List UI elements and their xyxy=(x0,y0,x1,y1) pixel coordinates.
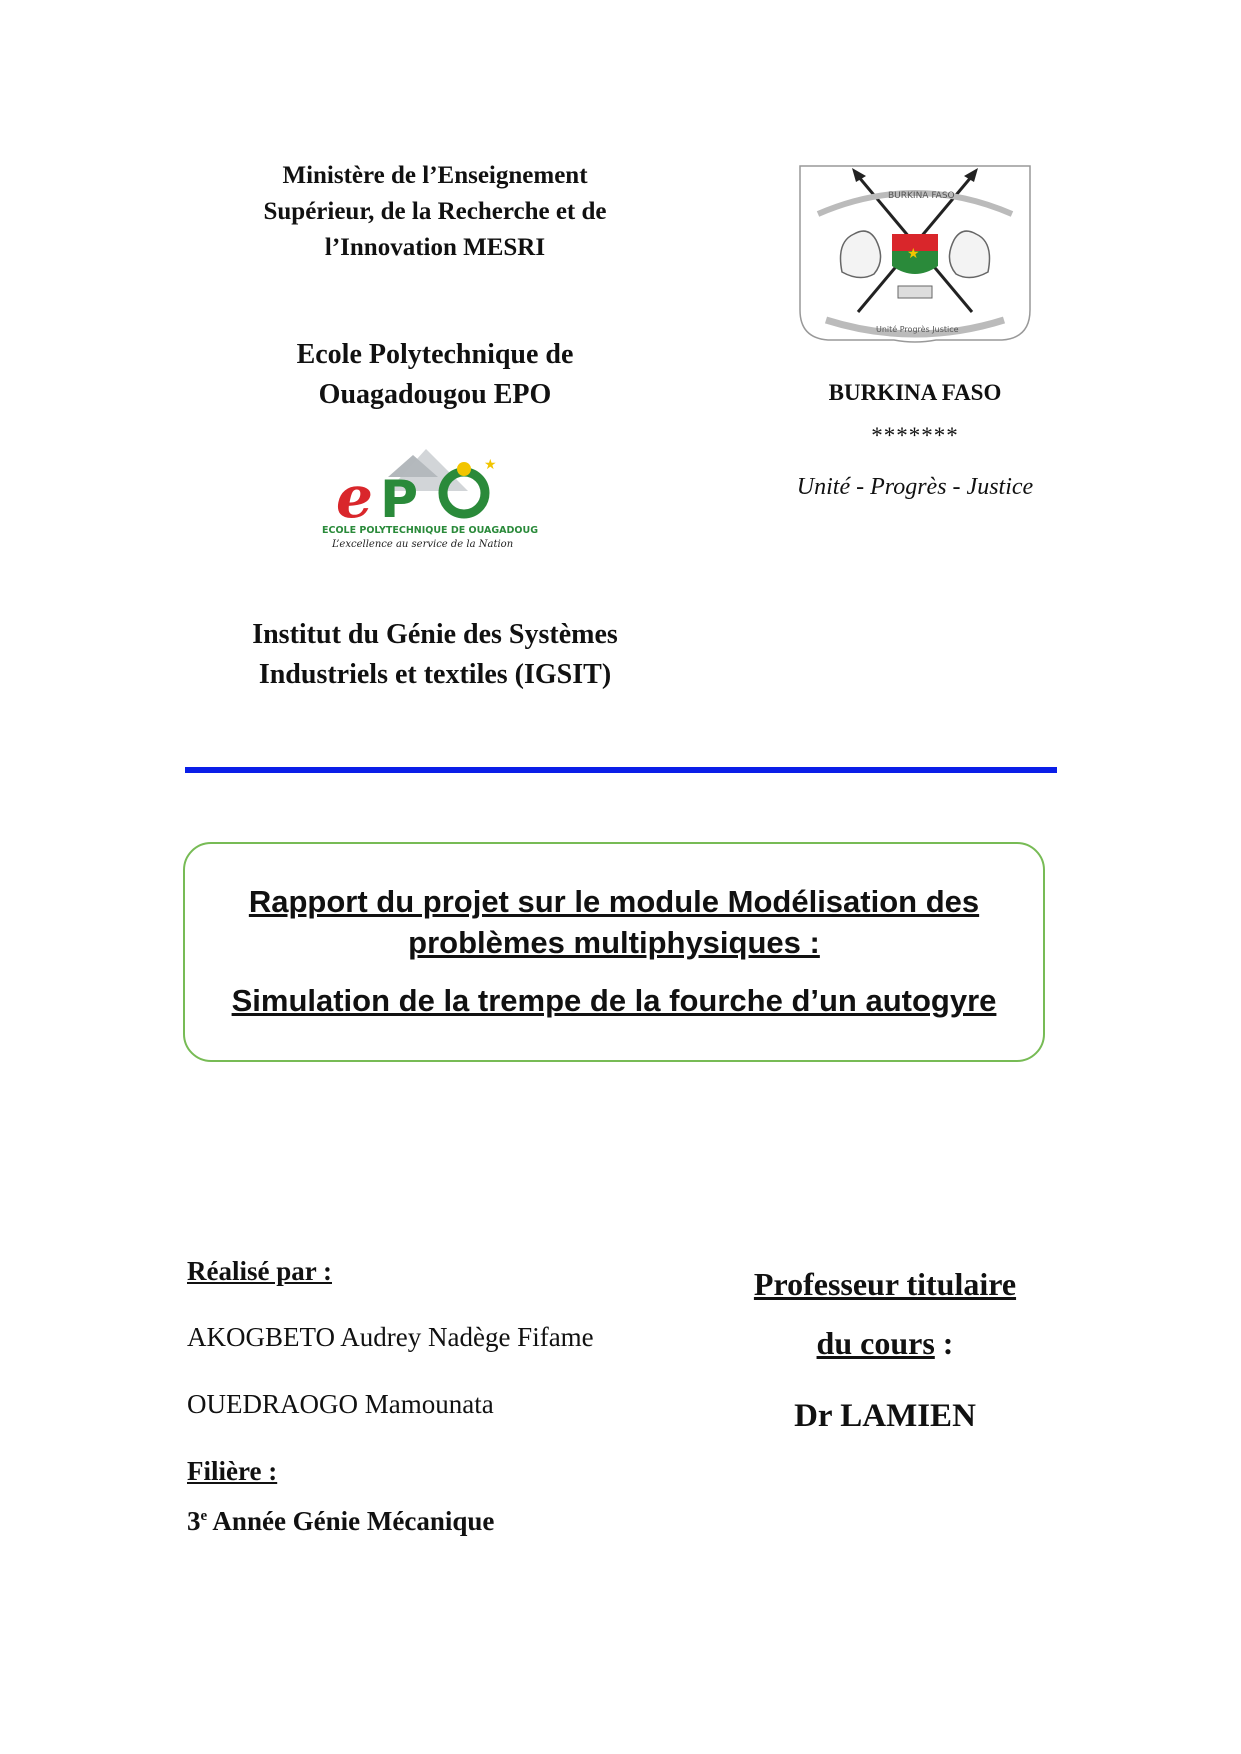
report-title-line: Rapport du projet sur le module Modélisation des xyxy=(248,884,980,919)
epo-logo xyxy=(318,447,538,557)
filiere-label: Filière : xyxy=(187,1456,278,1486)
professor-label-line1: Professeur titulaire xyxy=(753,1266,1017,1302)
school-name xyxy=(215,335,655,415)
stars-divider: ******* xyxy=(871,423,959,448)
svg-text:★: ★ xyxy=(484,458,497,473)
school-line: Ecole Polytechnique de xyxy=(296,339,574,370)
coat-banner-top: BURKINA FASO xyxy=(888,191,955,201)
level-number: 3 xyxy=(187,1506,201,1536)
epo-logo-icon xyxy=(318,447,538,557)
ministry-line: l’Innovation MESRI xyxy=(324,234,546,261)
ministry-line: Supérieur, de la Recherche et de xyxy=(263,198,607,225)
institute-line: Industriels et textiles (IGSIT) xyxy=(258,659,612,690)
logo-caption: ECOLE POLYTECHNIQUE DE OUAGADOUGOU xyxy=(322,525,538,536)
ministry-line: Ministère de l’Enseignement xyxy=(282,162,588,189)
coat-banner-bottom: Unité Progrès Justice xyxy=(876,325,959,334)
svg-text:★: ★ xyxy=(907,247,920,262)
professor-label-course: du cours xyxy=(816,1325,935,1361)
country-name: BURKINA FASO xyxy=(828,380,1002,405)
ministry-name xyxy=(215,158,655,266)
institute-line: Institut du Génie des Systèmes xyxy=(252,619,618,650)
national-motto: Unité - Progrès - Justice xyxy=(796,474,1034,500)
title-box xyxy=(183,842,1045,1062)
study-level xyxy=(187,1506,494,1537)
header-separator xyxy=(185,767,1057,773)
logo-tagline: L’excellence au service de la Nation xyxy=(332,539,514,550)
professor-name: Dr LAMIEN xyxy=(794,1398,976,1434)
professor-label-colon: : xyxy=(934,1325,954,1361)
report-subtitle: Simulation de la trempe de la fourche d’un autogyre xyxy=(231,983,997,1018)
coat-of-arms xyxy=(796,162,1034,346)
author-name: OUEDRAOGO Mamounata xyxy=(187,1389,494,1419)
level-superscript: e xyxy=(200,1508,208,1524)
professor-label-line2 xyxy=(720,1325,1050,1362)
report-title-line: problèmes multiphysiques : xyxy=(408,925,820,960)
author-name: AKOGBETO Audrey Nadège Fifame xyxy=(187,1322,594,1352)
authors-label: Réalisé par : xyxy=(187,1256,332,1286)
svg-text:P: P xyxy=(380,470,419,530)
school-line: Ouagadougou EPO xyxy=(318,379,552,410)
svg-text:e: e xyxy=(336,463,373,531)
coat-of-arms-icon xyxy=(796,162,1034,346)
level-text: Année Génie Mécanique xyxy=(207,1506,495,1536)
institute-name xyxy=(215,615,655,695)
